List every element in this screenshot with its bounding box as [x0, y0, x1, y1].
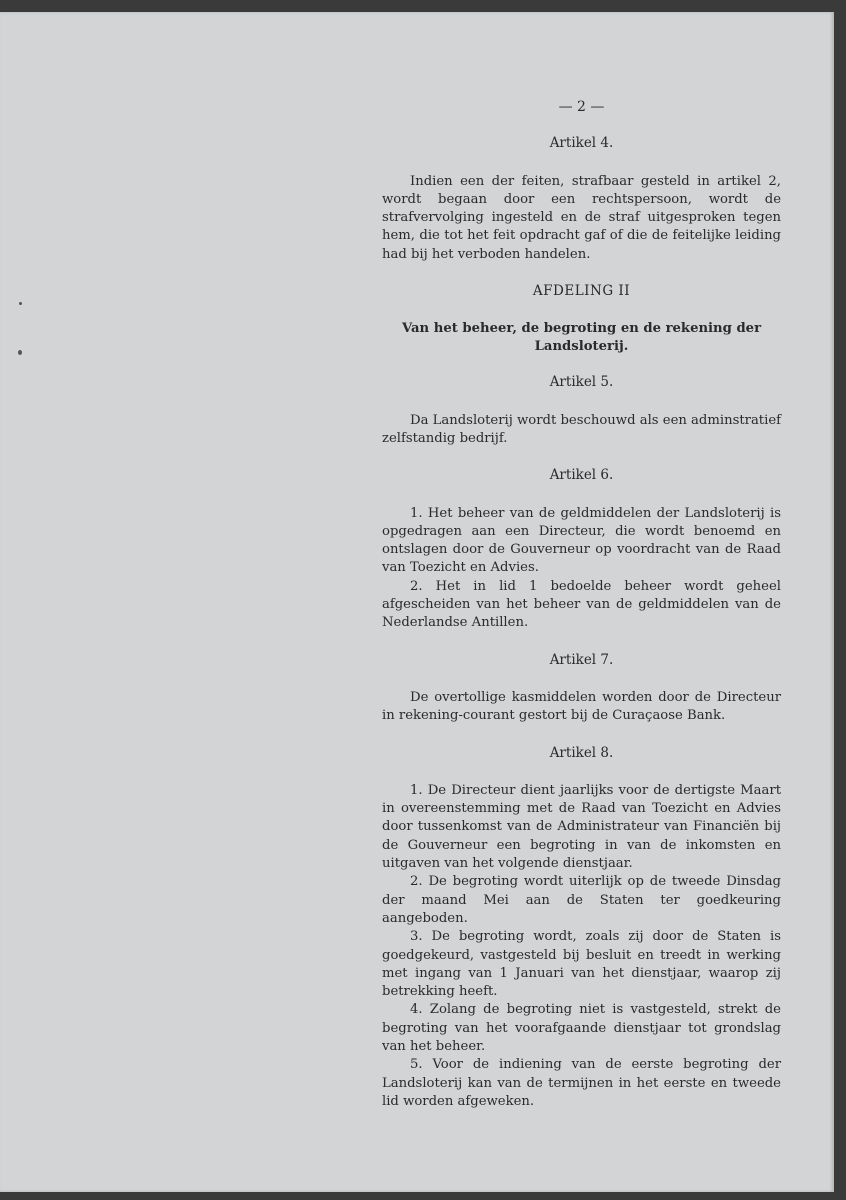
artikel-4-text: Indien een der feiten, strafbaar gesteld in artikel 2, wordt begaan door een rechtspersoon, wordt de strafvervolging ingesteld en de straf uitgesproken tegen hem, die tot het feit opdracht gaf of die de feitelijke leiding had bij het verboden handelen. — [382, 173, 781, 262]
punch-mark — [18, 350, 22, 355]
afdeling-title: Van het beheer, de begroting en de rekening der Landsloterij. — [401, 321, 762, 355]
afdeling-heading: AFDELING II — [532, 283, 631, 300]
page-number: — 2 — — [558, 99, 605, 115]
artikel-6-heading: Artikel 6. — [549, 467, 614, 484]
artikel-5-heading: Artikel 5. — [549, 374, 614, 391]
artikel-8-paragraph-2: 2. De begroting wordt uiterlijk op de tweede Dinsdag der maand Mei aan de Staten ter goedkeuring aangeboden. — [382, 874, 781, 926]
artikel-8-paragraph-5: 5. Voor de indiening van de eerste begroting der Landsloterij kan van de termijnen in het eerste en tweede lid worden afgeweken. — [382, 1057, 781, 1109]
artikel-7-heading: Artikel 7. — [549, 651, 614, 668]
artikel-6-paragraph-1: 1. Het beheer van de geldmiddelen der Landsloterij is opgedragen aan een Directeur, die wordt benoemd en ontslagen door de Gouverneur op voordracht van de Raad van Toezicht en Advies. — [382, 505, 781, 576]
artikel-7-text: De overtollige kasmiddelen worden door de Directeur in rekening-courant gestort bij de Curaçaose Bank. — [382, 689, 781, 724]
document-page — [0, 12, 834, 1192]
scan-border — [834, 0, 846, 1200]
artikel-8-paragraph-3: 3. De begroting wordt, zoals zij door de Staten is goedgekeurd, vastgesteld bij besluit en treedt in werking met ingang van 1 Januari van het dienstjaar, waarop zij betrekking heeft. — [382, 929, 781, 1000]
artikel-6-paragraph-2: 2. Het in lid 1 bedoelde beheer wordt geheel afgescheiden van het beheer van de geldmiddelen van de Nederlandse Antillen. — [382, 578, 781, 631]
artikel-8-paragraph-1: 1. De Directeur dient jaarlijks voor de dertigste Maart in overeenstemming met de Raad van Toezicht en Advies door tussenkomst van de Administrateur van Financiën bij de Gouverneur een begroting in van de inkomsten en uitgaven van het volgende dienstjaar. — [382, 782, 781, 872]
punch-mark — [19, 302, 22, 305]
artikel-8-heading: Artikel 8. — [549, 744, 614, 761]
artikel-4-heading: Artikel 4. — [549, 135, 614, 152]
artikel-8-paragraph-4: 4. Zolang de begroting niet is vastgesteld, strekt de begroting van het voorafgaande dienstjaar tot grondslag van het beheer. — [382, 1002, 781, 1054]
artikel-5-text: Da Landsloterij wordt beschouwd als een adminstratief zelfstandig bedrijf. — [382, 412, 782, 446]
text-column — [382, 98, 781, 1129]
